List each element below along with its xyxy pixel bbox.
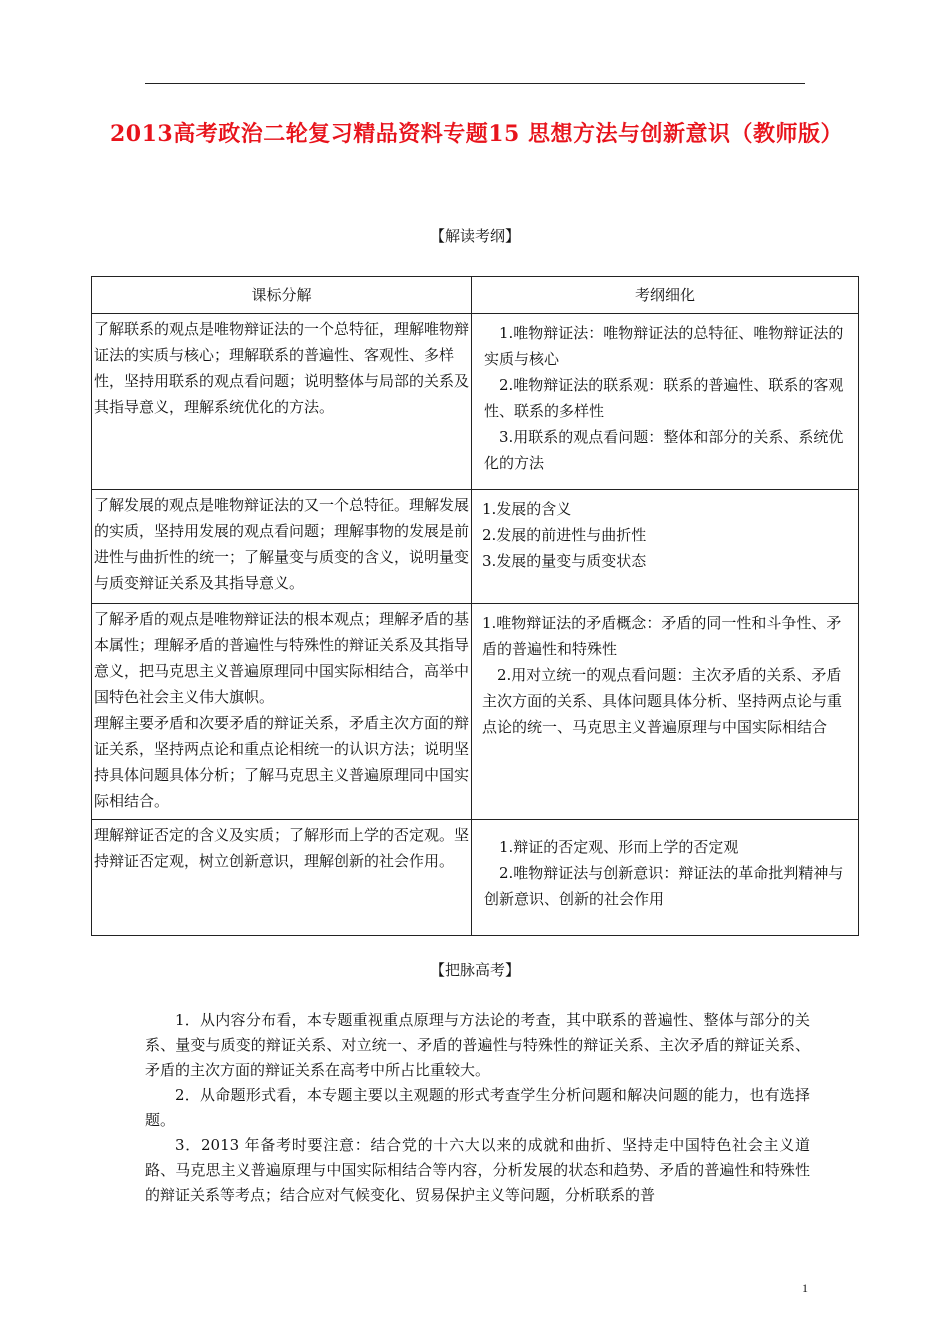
cell-text: 3.发展的量变与质变状态 <box>482 552 647 570</box>
table-cell-outline <box>472 490 859 604</box>
cell-text: 1.唯物辩证法：唯物辩证法的总特征、唯物辩证法的实质与核心 <box>484 324 844 368</box>
table-cell-outline <box>472 820 859 936</box>
document-title: 2013高考政治二轮复习精品资料专题15 思想方法与创新意识（教师版） <box>110 121 844 147</box>
column-header-outline: 考纲细化 <box>472 277 859 314</box>
table-cell-outline <box>472 604 859 820</box>
table-row <box>92 314 859 490</box>
outline-table <box>91 276 859 936</box>
cell-text: 了解矛盾的观点是唯物辩证法的根本观点；理解矛盾的基本属性；理解矛盾的普遍性与特殊性的辩证关系及其指导意义，把马克思主义普遍原理同中国实际相结合，高举中国特色社会主义伟大旗帜。 <box>94 610 470 706</box>
cell-text: 2.用对立统一的观点看问题：主次矛盾的关系、矛盾主次方面的关系、具体问题具体分析、坚持两点论与重点论的统一、马克思主义普遍原理与中国实际相结合 <box>482 666 843 736</box>
table-cell-standards <box>92 490 472 604</box>
cell-text: 了解联系的观点是唯物辩证法的一个总特征，理解唯物辩证法的实质与核心；理解联系的普遍性、客观性、多样性，坚持用联系的观点看问题；说明整体与局部的关系及其指导意义，理解系统优化的方法。 <box>94 320 470 416</box>
outline-heading: 【解读考纲】 <box>429 227 520 245</box>
cell-text: 2.唯物辩证法与创新意识：辩证法的革命批判精神与创新意识、创新的社会作用 <box>484 864 844 908</box>
table-cell-standards <box>92 820 472 936</box>
page-number: 1 <box>802 1281 808 1295</box>
cell-text: 1.辩证的否定观、形而上学的否定观 <box>499 838 739 856</box>
exam-heading: 【把脉高考】 <box>429 961 520 979</box>
header-rule <box>145 83 805 84</box>
cell-text: 了解发展的观点是唯物辩证法的又一个总特征。理解发展的实质，坚持用发展的观点看问题；理解事物的发展是前进性与曲折性的统一；了解量变与质变的含义，说明量变与质变辩证关系及其指导意义。 <box>94 496 470 592</box>
cell-text: 3.用联系的观点看问题：整体和部分的关系、系统优化的方法 <box>484 428 844 472</box>
cell-text: 1.发展的含义 <box>482 500 572 518</box>
cell-text: 理解主要矛盾和次要矛盾的辩证关系，矛盾主次方面的辩证关系，坚持两点论和重点论相统一的认识方法；说明坚持具体问题具体分析；了解马克思主义普遍原理同中国实际相结合。 <box>94 714 470 810</box>
cell-text: 2.发展的前进性与曲折性 <box>482 526 647 544</box>
table-header-row <box>92 277 859 314</box>
table-cell-standards <box>92 604 472 820</box>
table-row <box>92 820 859 936</box>
cell-text: 2.唯物辩证法的联系观：联系的普遍性、联系的客观性、联系的多样性 <box>484 376 844 420</box>
table-cell-standards <box>92 314 472 490</box>
table-row <box>92 604 859 820</box>
column-header-standards: 课标分解 <box>92 277 472 314</box>
table-row <box>92 490 859 604</box>
table-cell-outline <box>472 314 859 490</box>
cell-text: 理解辩证否定的含义及实质；了解形而上学的否定观。坚持辩证否定观，树立创新意识，理解创新的社会作用。 <box>94 826 470 870</box>
paragraph: 1．从内容分布看，本专题重视重点原理与方法论的考查，其中联系的普遍性、整体与部分的关系、量变与质变的辩证关系、对立统一、矛盾的普遍性与特殊性的辩证关系、主次矛盾的辩证关系、矛盾的主次方面的辩证关系在高考中所占比重较大。 <box>145 1011 810 1079</box>
paragraph: 2．从命题形式看，本专题主要以主观题的形式考查学生分析问题和解决问题的能力，也有选择题。 <box>145 1086 810 1129</box>
cell-text: 1.唯物辩证法的矛盾概念：矛盾的同一性和斗争性、矛盾的普遍性和特殊性 <box>482 614 842 658</box>
paragraph: 3．2013 年备考时要注意：结合党的十六大以来的成就和曲折、坚持走中国特色社会主义道路、马克思主义普遍原理与中国实际相结合等内容，分析发展的状态和趋势、矛盾的普遍性和特殊性的辩证关系等考点；结合应对气候变化、贸易保护主义等问题，分析联系的普 <box>145 1136 810 1204</box>
exam-analysis-body <box>145 1008 810 1208</box>
